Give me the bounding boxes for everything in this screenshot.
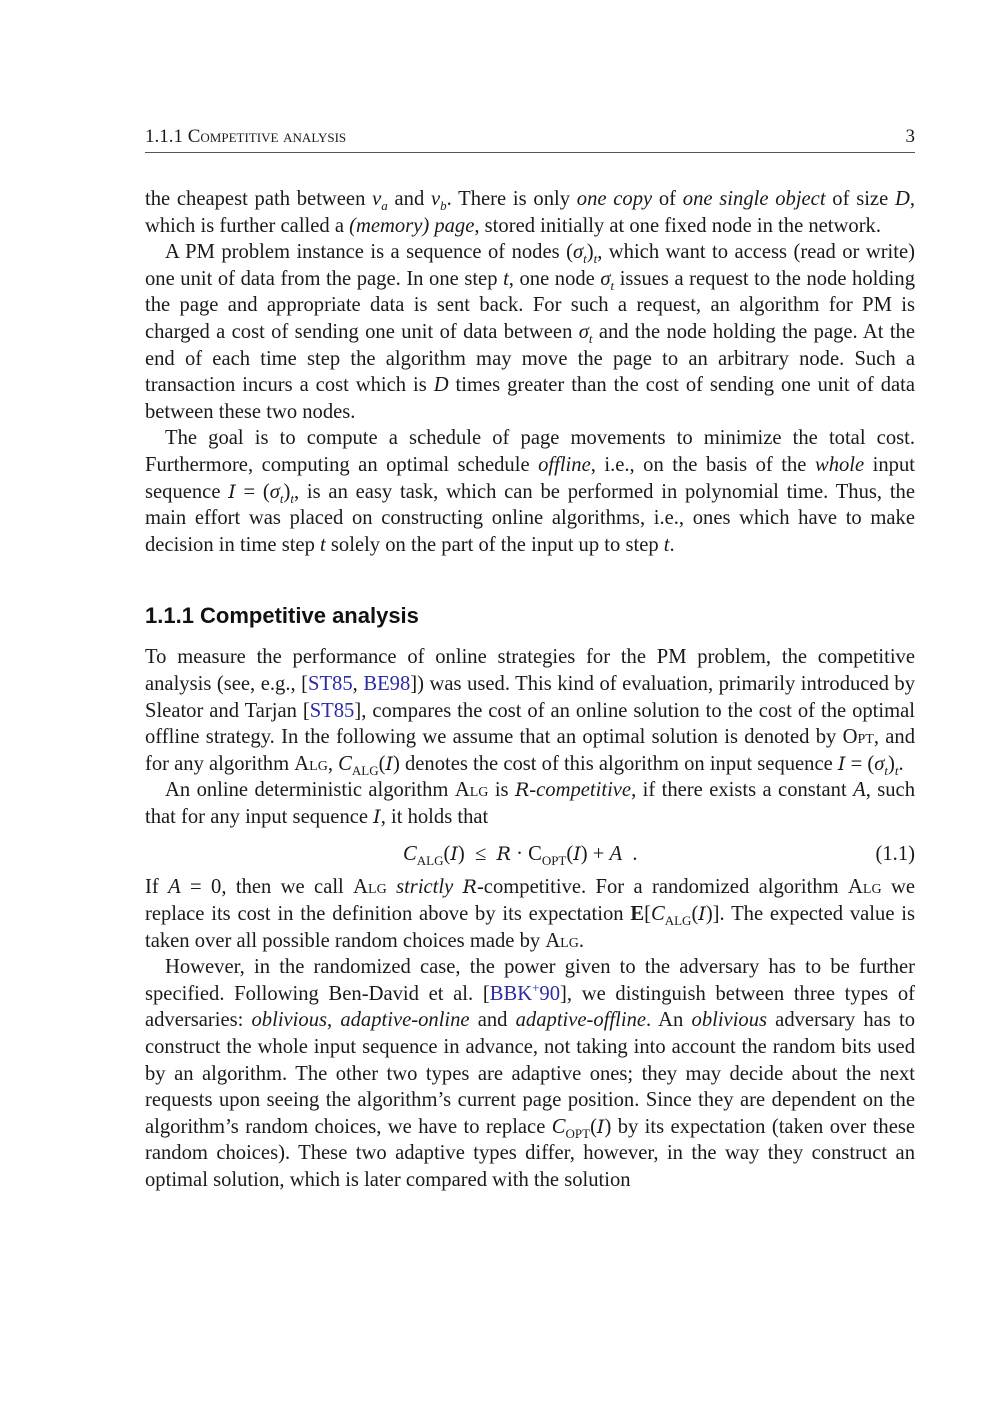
page-number: 3	[905, 126, 915, 147]
citation-link[interactable]: BE98	[363, 672, 411, 695]
paragraph-7: However, in the randomized case, the power given to the adversary has to be further specified. Following Ben-David et al. [BBK+90], we distinguish between three types of adversaries: oblivious, adaptive-online and adaptive-offline. An oblivious adversary has to construct the whole input sequence in advance, not taking into account the random bits used by an algorithm. The other two types are adaptive ones; they may decide about the next requests upon seeing the algorithm’s current page position. Since they are dependent on the algorithm’s random choices, we have to replace $C_{OPT}(I)$ by its expectation (taken over these random choices). These two adaptive types differ, however, in the way they construct an optimal solution, which is later compared with the solution	[145, 956, 916, 1191]
equation-1-1	[145, 834, 915, 874]
paragraph-1: the cheapest path between $v_a$ and $v_b$. There is only one copy of one single object of size D, which is further called a (memory) page, stored initially at one fixed node in the network.	[145, 188, 915, 237]
paragraph-2: A PM problem instance is a sequence of nodes $(\sigma_t)_t$, which want to access (read or write) one unit of data from the page. In one step t, one node $\sigma_t$ issues a request to the node holding the page and appropriate data is sent back. For such a request, an algorithm for PM is charged a cost of sending one unit of data between $\sigma_t$ and the node holding the page. At the end of each time step the algorithm may move the page to an arbitrary node. Such a transaction incurs a cost which is D times greater than the cost of sending one unit of data between these two nodes.	[145, 241, 916, 423]
running-head	[145, 126, 915, 153]
citation-link[interactable]: ST85	[308, 672, 353, 695]
citation-link[interactable]: BBK+90	[489, 979, 561, 1005]
paragraph-3: The goal is to compute a schedule of page movements to minimize the total cost. Furthermore, computing an optimal schedule offline, i.e., on the basis of the whole input sequence $I = (\sigma_t)_t$, is an easy task, which can be performed in polynomial time. Thus, the main effort was placed on constructing online algorithms, i.e., ones which have to make decision in time step t solely on the part of the input up to step t.	[145, 427, 915, 556]
paragraph-5: An online deterministic algorithm Alg is R-competitive, if there exists a constant A, such that for any input sequence I, it holds that	[145, 779, 915, 828]
citation-link[interactable]: ST85	[309, 699, 355, 722]
paragraph-4: To measure the performance of online strategies for the PM problem, the competitive analysis (see, e.g., [ST85, BE98]) was used. This kind of evaluation, primarily introduced by Sleator and Tarjan [ST85], compares the cost of an online solution to the cost of the optimal offline strategy. In the following we assume that an optimal solution is denoted by Opt, and for any algorithm Alg, $C_{ALG}(I)$ denotes the cost of this algorithm on input sequence $I = (\sigma_t)_t$.	[145, 646, 916, 778]
section-heading: 1.1.1 Competitive analysis	[145, 603, 419, 629]
equation-body: $C_{ALG}(I) \le R \cdot C_{OPT}(I) + A$ .	[403, 843, 638, 869]
page-body	[145, 186, 915, 1194]
equation-number: (1.1)	[875, 843, 915, 866]
running-head-title: 1.1.1 Competitive analysis	[145, 126, 347, 147]
paragraph-6: If A = 0, then we call Alg strictly R-competitive. For a randomized algorithm Alg we replace its cost in the definition above by its expectation $E[C_{ALG}(I)]$. The expected value is taken over all possible random choices made by Alg.	[145, 876, 915, 952]
